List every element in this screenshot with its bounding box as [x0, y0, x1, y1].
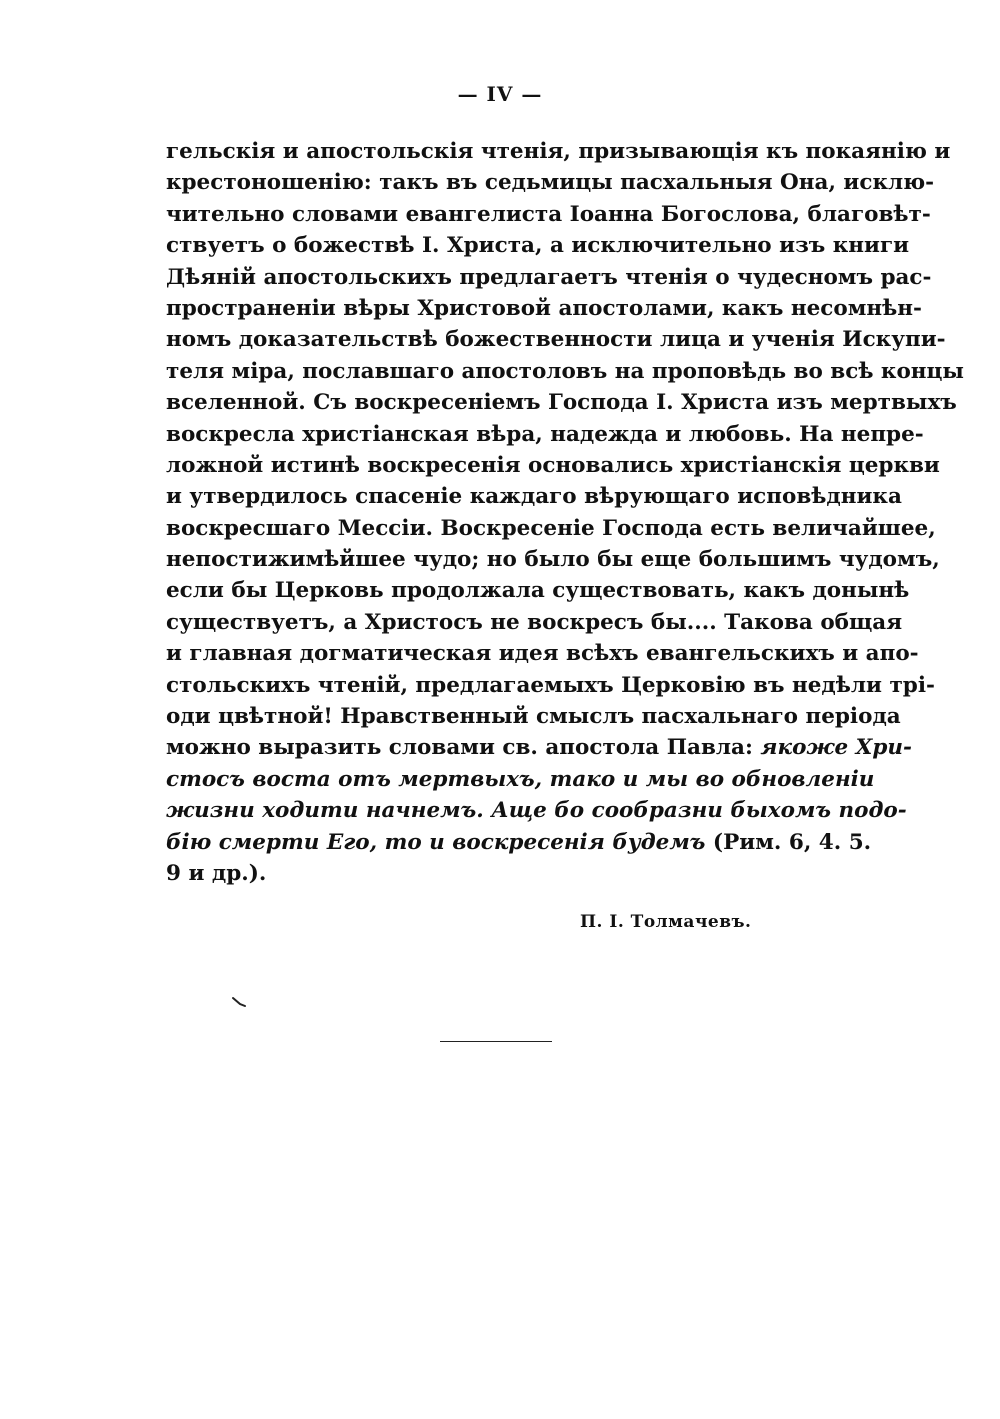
- italic-quote: жизни ходити начнемъ. Аще бо сообразни быхомъ подо-: [166, 798, 907, 824]
- text-line: вселенной. Съ воскресеніемъ Господа І. Христа изъ мертвыхъ: [166, 390, 957, 416]
- text-line: существуетъ, а Христосъ не воскресъ бы.... Такова общая: [166, 609, 903, 635]
- italic-quote: бію смерти Его, то и воскресенія будемъ: [166, 829, 706, 855]
- text-line: если бы Церковь продолжала существовать, какъ донынѣ: [166, 578, 910, 604]
- text-line: номъ доказательствѣ божественности лица и ученія Искупи-: [166, 327, 946, 353]
- scripture-reference: (Рим. 6, 4. 5.: [712, 829, 872, 855]
- text-line: 9 и др.).: [166, 860, 267, 886]
- text-line: непостижимѣйшее чудо; но было бы еще большимъ чудомъ,: [166, 547, 940, 573]
- body-text: [166, 136, 964, 889]
- text-line-italic: [166, 764, 875, 795]
- text-line: стольскихъ чтеній, предлагаемыхъ Церковію въ недѣли трі-: [166, 672, 935, 698]
- text-line-mixed: [166, 732, 912, 763]
- italic-quote: стосъ воста отъ мертвыхъ, тако и мы во обновленіи: [166, 766, 875, 792]
- text-line: гельскія и апостольскія чтенія, призывающія къ покаянію и: [166, 139, 951, 164]
- text-line: и утвердилось спасеніе каждаго вѣрующаго исповѣдника: [166, 484, 902, 510]
- page-number: — IV —: [457, 82, 543, 106]
- text-line: крестоношенію: такъ въ седьмицы пасхальныя Она, исклю-: [166, 170, 935, 196]
- text-line: оди цвѣтной! Нравственный смыслъ пасхальнаго періода: [166, 704, 901, 730]
- text-line: пространеніи вѣры Христовой апостолами, какъ несомнѣн-: [166, 295, 922, 321]
- text-line: Дѣяній апостольскихъ предлагаетъ чтенія о чудесномъ рас-: [166, 264, 932, 290]
- text-line: и главная догматическая идея всѣхъ евангельскихъ и апо-: [166, 641, 919, 667]
- text-line: чительно словами евангелиста Іоанна Богослова, благовѣт-: [166, 201, 931, 227]
- stray-mark-icon: [232, 996, 246, 1010]
- italic-quote: якоже Хри-: [760, 735, 912, 761]
- text-segment: можно выразить словами св. апостола Павла:: [166, 735, 753, 761]
- text-line-italic: [166, 795, 907, 826]
- text-line: воскресла христіанская вѣра, надежда и любовь. На непре-: [166, 421, 924, 447]
- author-signature: П. І. Толмачевъ.: [580, 912, 752, 932]
- text-line: воскресшаго Мессіи. Воскресеніе Господа есть величайшее,: [166, 515, 936, 541]
- closing-rule: [440, 1041, 552, 1042]
- text-line: ложной истинѣ воскресенія основались христіанскія церкви: [166, 452, 940, 478]
- text-line: теля міра, пославшаго апостоловъ на проповѣдь во всѣ концы: [166, 358, 964, 384]
- text-line-mixed: [166, 827, 872, 858]
- text-line: ствуетъ о божествѣ І. Христа, а исключительно изъ книги: [166, 233, 910, 259]
